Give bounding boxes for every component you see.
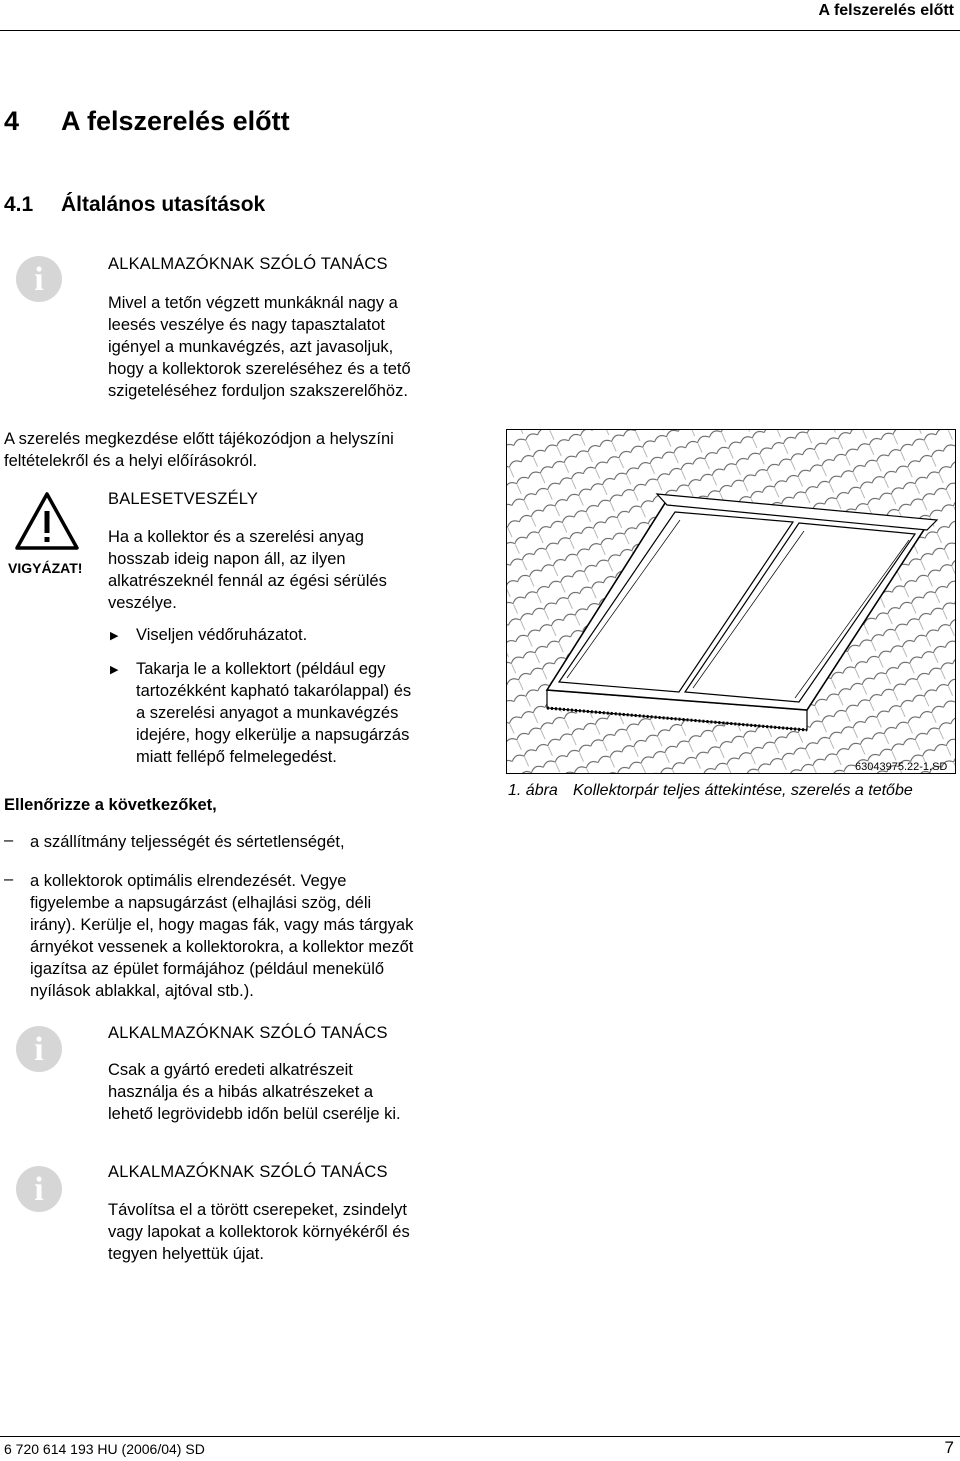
warning-text: Ha a kollektor és a szerelési anyag hosszab ideig napon áll, az ilyen alkatrészeknél fennál az égési sérülés veszélye. bbox=[108, 528, 387, 612]
dash-bullet: – bbox=[4, 870, 14, 888]
warning-title: BALESETVESZÉLY bbox=[108, 490, 259, 508]
warning-triangle-icon bbox=[14, 491, 80, 551]
figure-caption bbox=[508, 782, 913, 800]
dash-bullet: – bbox=[4, 831, 14, 849]
checklist-heading: Ellenőrizze a következőket, bbox=[4, 796, 217, 814]
chapter-title: A felszerelés előtt bbox=[61, 106, 290, 136]
note-title: ALKALMAZÓKNAK SZÓLÓ TANÁCS bbox=[108, 255, 388, 273]
section-heading bbox=[4, 193, 265, 217]
warning-bullet: Viseljen védőruházatot. bbox=[136, 626, 308, 644]
note-text: Csak a gyártó eredeti alkatrészeit használja és a hibás alkatrészeket a lehető legrövidebb időn belül cserélje ki. bbox=[108, 1061, 401, 1123]
warning-label: VIGYÁZAT! bbox=[8, 560, 83, 576]
note-title: ALKALMAZÓKNAK SZÓLÓ TANÁCS bbox=[108, 1163, 388, 1181]
chapter-number: 4 bbox=[4, 106, 20, 136]
note-text: Mivel a tetőn végzett munkáknál nagy a leesés veszélye és nagy tapasztalatot igényel a munkavégzés, azt javasoljuk, hogy a kollektorok szereléséhez és a tető szigeteléséhez forduljon szakszerelőhöz. bbox=[108, 294, 411, 400]
checklist-item: a kollektorok optimális elrendezését. Vegye figyelembe a napsugárzást (elhajlási szög, déli irány). Kerülje el, hogy magas fák, vagy más tárgyak árnyékot vessenek a kollektorokra, a kollektor mezőt igazítsa az épület formájához (például menekülő nyílások ablakkal, ajtóval stb.). bbox=[30, 872, 414, 1000]
info-icon: i bbox=[16, 256, 62, 302]
page-number: 7 bbox=[944, 1438, 954, 1457]
header-divider bbox=[0, 30, 960, 31]
footer-doc-id: 6 720 614 193 HU (2006/04) SD bbox=[4, 1441, 205, 1457]
info-icon: i bbox=[16, 1166, 62, 1212]
figure-caption-text: Kollektorpár teljes áttekintése, szerelés a tetőbe bbox=[573, 782, 913, 799]
section-title: Általános utasítások bbox=[61, 193, 266, 216]
section-number: 4.1 bbox=[4, 193, 34, 216]
roof-illustration bbox=[507, 430, 956, 774]
running-header: A felszerelés előtt bbox=[818, 2, 954, 19]
bullet-arrow-icon: ▶ bbox=[110, 630, 119, 642]
figure-caption-number: 1. ábra bbox=[508, 782, 558, 799]
intro-paragraph: A szerelés megkezdése előtt tájékozódjon a helyszíni feltételekről és a helyi előírásokról. bbox=[4, 430, 394, 470]
chapter-heading bbox=[4, 106, 290, 137]
footer-divider bbox=[0, 1436, 960, 1437]
checklist-item: a szállítmány teljességét és sértetlenségét, bbox=[30, 833, 345, 851]
bullet-arrow-icon: ▶ bbox=[110, 664, 119, 676]
collector-figure bbox=[506, 429, 956, 774]
info-icon: i bbox=[16, 1026, 62, 1072]
warning-bullet: Takarja le a kollektort (például egy tartozékként kapható takarólappal) és a szerelési anyagot a munkavégzés idejére, hogy elkerülje a napsugárzás miatt fellépő felmelegedést. bbox=[136, 660, 412, 766]
note-title: ALKALMAZÓKNAK SZÓLÓ TANÁCS bbox=[108, 1024, 388, 1042]
note-text: Távolítsa el a törött cserepeket, zsindelyt vagy lapokat a kollektorok környékéről és tegyen helyettük újat. bbox=[108, 1201, 410, 1263]
figure-code: 63043975.22-1.SD bbox=[855, 761, 948, 773]
